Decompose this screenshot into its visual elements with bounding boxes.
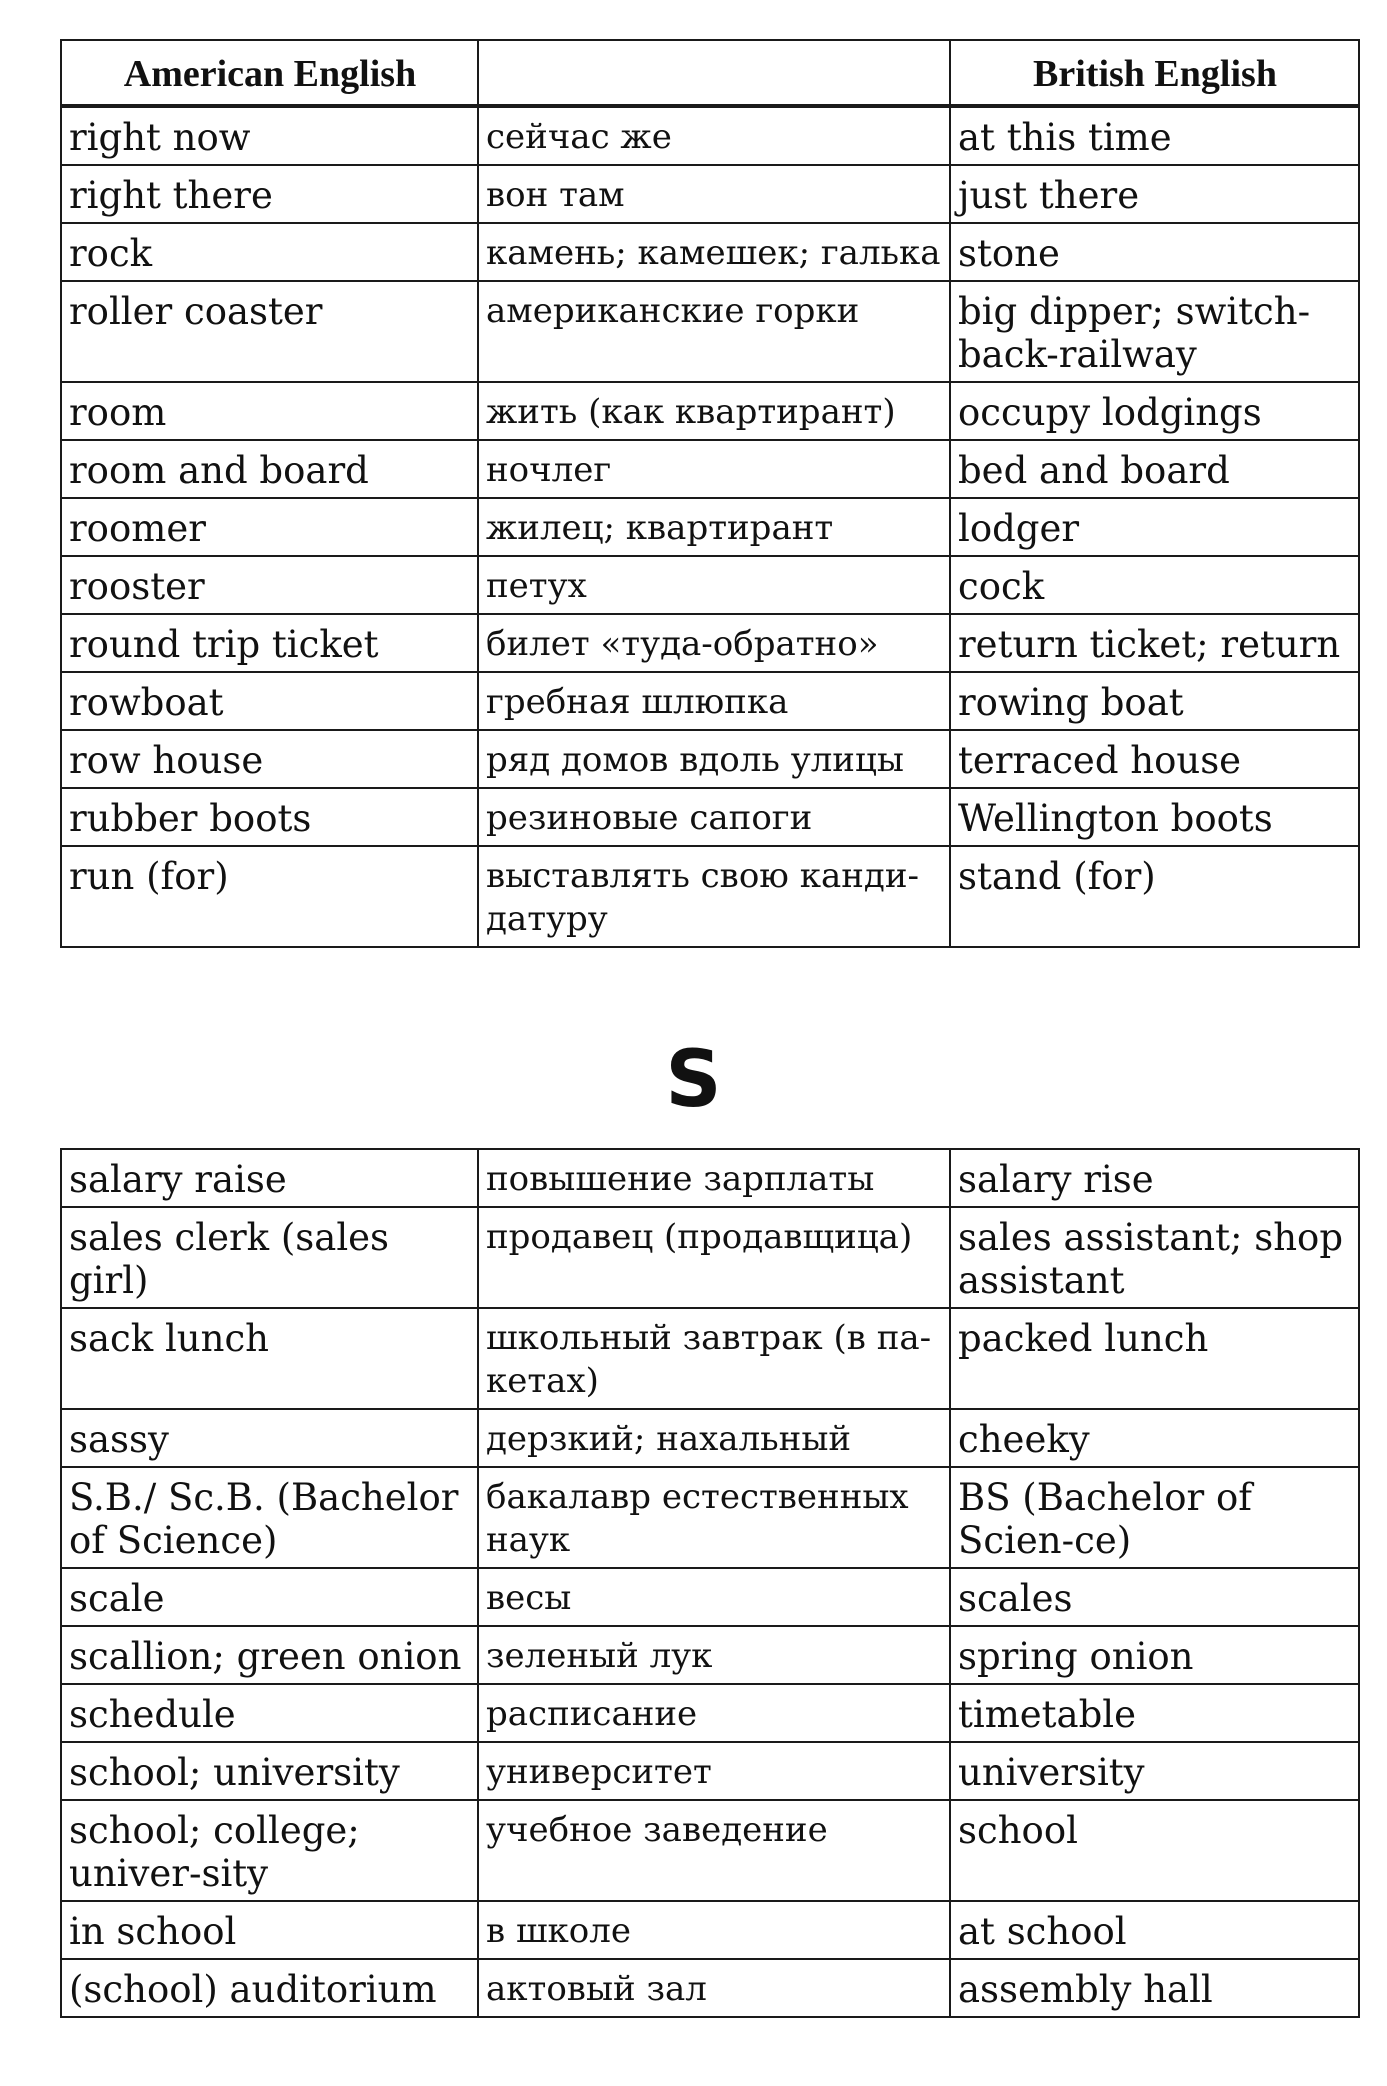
british-term-cell: sales assistant; shop assistant xyxy=(950,1207,1359,1308)
russian-translation-cell: билет «туда-обратно» xyxy=(478,614,950,672)
table-row xyxy=(61,672,1359,730)
american-term-cell: (school) auditorium xyxy=(61,1959,478,2017)
column-header-british: British English xyxy=(950,40,1359,106)
british-term-cell: bed and board xyxy=(950,440,1359,498)
american-term-cell: room xyxy=(61,382,478,440)
russian-translation-cell: зеленый лук xyxy=(478,1626,950,1684)
column-header-translation xyxy=(478,40,950,106)
american-term-cell: in school xyxy=(61,1901,478,1959)
american-term-cell: sales clerk (sales girl) xyxy=(61,1207,478,1308)
russian-translation-cell: учебное заведение xyxy=(478,1800,950,1901)
russian-translation-cell: сейчас же xyxy=(478,106,950,165)
british-term-cell: rowing boat xyxy=(950,672,1359,730)
russian-translation-cell: университет xyxy=(478,1742,950,1800)
table-row xyxy=(61,498,1359,556)
american-term-cell: run (for) xyxy=(61,846,478,947)
russian-translation-cell: в школе xyxy=(478,1901,950,1959)
british-term-cell: at this time xyxy=(950,106,1359,165)
russian-translation-cell: гребная шлюпка xyxy=(478,672,950,730)
american-term-cell: rooster xyxy=(61,556,478,614)
british-term-cell: spring onion xyxy=(950,1626,1359,1684)
british-term-cell: school xyxy=(950,1800,1359,1901)
table-row xyxy=(61,281,1359,382)
russian-translation-cell: школьный завтрак (в па-кетах) xyxy=(478,1308,950,1409)
table-row xyxy=(61,730,1359,788)
table-row xyxy=(61,1901,1359,1959)
american-term-cell: row house xyxy=(61,730,478,788)
table-row xyxy=(61,165,1359,223)
russian-translation-cell: ряд домов вдоль улицы xyxy=(478,730,950,788)
russian-translation-cell: вон там xyxy=(478,165,950,223)
russian-translation-cell: повышение зарплаты xyxy=(478,1149,950,1207)
american-term-cell: round trip ticket xyxy=(61,614,478,672)
table-row xyxy=(61,1409,1359,1467)
british-term-cell: stand (for) xyxy=(950,846,1359,947)
table-row xyxy=(61,556,1359,614)
table-row xyxy=(61,223,1359,281)
american-term-cell: rock xyxy=(61,223,478,281)
british-term-cell: cheeky xyxy=(950,1409,1359,1467)
american-term-cell: school; college; univer-sity xyxy=(61,1800,478,1901)
table-row xyxy=(61,614,1359,672)
table-row xyxy=(61,1959,1359,2017)
column-header-american: American English xyxy=(61,40,478,106)
table-row xyxy=(61,1742,1359,1800)
table-row xyxy=(61,1149,1359,1207)
russian-translation-cell: петух xyxy=(478,556,950,614)
russian-translation-cell: дерзкий; нахальный xyxy=(478,1409,950,1467)
table-row xyxy=(61,106,1359,165)
american-term-cell: roomer xyxy=(61,498,478,556)
american-term-cell: rowboat xyxy=(61,672,478,730)
table-row xyxy=(61,1684,1359,1742)
british-term-cell: scales xyxy=(950,1568,1359,1626)
american-term-cell: sack lunch xyxy=(61,1308,478,1409)
table-row xyxy=(61,1568,1359,1626)
russian-translation-cell: весы xyxy=(478,1568,950,1626)
british-term-cell: salary rise xyxy=(950,1149,1359,1207)
british-term-cell: occupy lodgings xyxy=(950,382,1359,440)
russian-translation-cell: жить (как квартирант) xyxy=(478,382,950,440)
british-term-cell: university xyxy=(950,1742,1359,1800)
table-row xyxy=(61,1308,1359,1409)
russian-translation-cell: выставлять свою канди-датуру xyxy=(478,846,950,947)
british-term-cell: at school xyxy=(950,1901,1359,1959)
british-term-cell: stone xyxy=(950,223,1359,281)
british-term-cell: cock xyxy=(950,556,1359,614)
table-row xyxy=(61,1800,1359,1901)
table-body-s xyxy=(61,1149,1359,2017)
russian-translation-cell: бакалавр естественных наук xyxy=(478,1467,950,1568)
table-body-r xyxy=(61,106,1359,947)
american-term-cell: right now xyxy=(61,106,478,165)
vocabulary-table-r xyxy=(60,39,1360,948)
russian-translation-cell: ночлег xyxy=(478,440,950,498)
section-letter-heading: S xyxy=(665,1035,722,1125)
russian-translation-cell: актовый зал xyxy=(478,1959,950,2017)
table-row xyxy=(61,440,1359,498)
american-term-cell: scale xyxy=(61,1568,478,1626)
table-row xyxy=(61,788,1359,846)
russian-translation-cell: расписание xyxy=(478,1684,950,1742)
american-term-cell: roller coaster xyxy=(61,281,478,382)
american-term-cell: sassy xyxy=(61,1409,478,1467)
american-term-cell: salary raise xyxy=(61,1149,478,1207)
british-term-cell: timetable xyxy=(950,1684,1359,1742)
british-term-cell: lodger xyxy=(950,498,1359,556)
british-term-cell: terraced house xyxy=(950,730,1359,788)
british-term-cell: just there xyxy=(950,165,1359,223)
table-row xyxy=(61,1626,1359,1684)
british-term-cell: BS (Bachelor of Scien-ce) xyxy=(950,1467,1359,1568)
american-term-cell: schedule xyxy=(61,1684,478,1742)
british-term-cell: assembly hall xyxy=(950,1959,1359,2017)
american-term-cell: room and board xyxy=(61,440,478,498)
russian-translation-cell: жилец; квартирант xyxy=(478,498,950,556)
american-term-cell: scallion; green onion xyxy=(61,1626,478,1684)
table-header-row xyxy=(61,40,1359,106)
british-term-cell: big dipper; switch-back-railway xyxy=(950,281,1359,382)
table-row xyxy=(61,382,1359,440)
russian-translation-cell: американские горки xyxy=(478,281,950,382)
british-term-cell: return ticket; return xyxy=(950,614,1359,672)
british-term-cell: packed lunch xyxy=(950,1308,1359,1409)
russian-translation-cell: резиновые сапоги xyxy=(478,788,950,846)
vocabulary-table-s xyxy=(60,1148,1360,2018)
russian-translation-cell: камень; камешек; галька xyxy=(478,223,950,281)
russian-translation-cell: продавец (продавщица) xyxy=(478,1207,950,1308)
table-row xyxy=(61,846,1359,947)
table-row xyxy=(61,1207,1359,1308)
american-term-cell: S.B./ Sc.B. (Bachelor of Science) xyxy=(61,1467,478,1568)
american-term-cell: rubber boots xyxy=(61,788,478,846)
british-term-cell: Wellington boots xyxy=(950,788,1359,846)
american-term-cell: school; university xyxy=(61,1742,478,1800)
american-term-cell: right there xyxy=(61,165,478,223)
table-row xyxy=(61,1467,1359,1568)
